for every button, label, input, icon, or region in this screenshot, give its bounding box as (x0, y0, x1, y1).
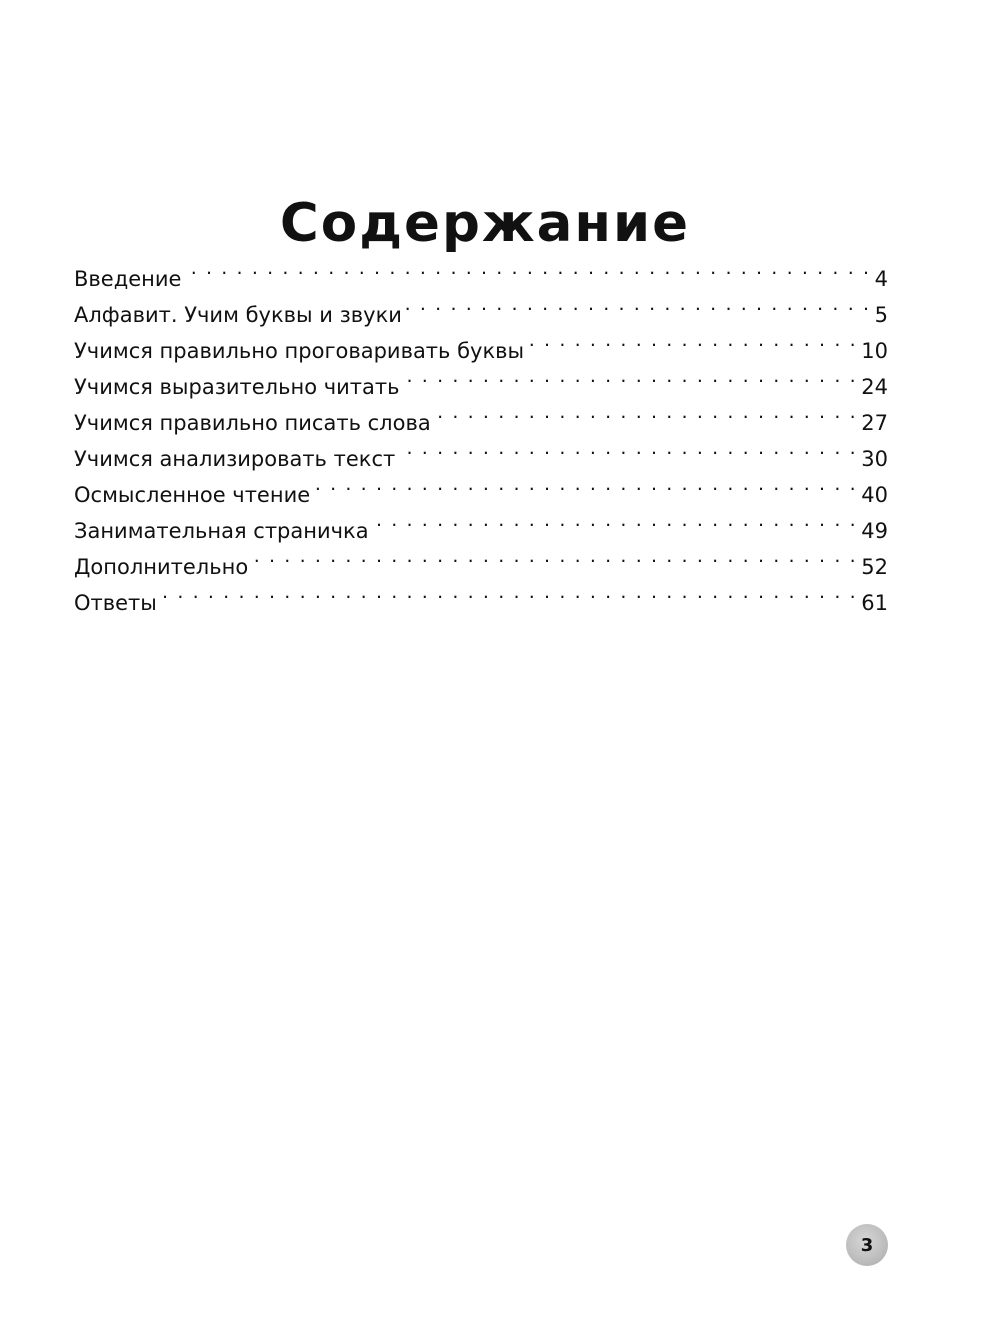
toc-entry-label: Занимательная страничка (74, 519, 369, 543)
dot-leader (404, 358, 858, 394)
toc-entry-page: 30 (861, 447, 888, 471)
dot-leader (406, 286, 871, 322)
toc-entry-label: Учимся правильно проговаривать буквы (74, 339, 525, 363)
page-title: Содержание (279, 192, 691, 254)
dot-leader (373, 502, 858, 538)
page-number: 3 (860, 1234, 874, 1256)
dot-leader (252, 538, 857, 574)
toc-entry-label: Введение (74, 267, 182, 291)
page-number-badge (846, 1224, 888, 1266)
toc-entry-page: 49 (861, 519, 888, 543)
dot-leader (185, 250, 870, 286)
toc-entry-label: Дополнительно (74, 555, 249, 579)
toc-entry-label: Осмысленное чтение (74, 483, 311, 507)
toc-entry-label: Учимся анализировать текст (74, 447, 396, 471)
toc-entry-label: Ответы (74, 591, 157, 615)
toc-entry-page: 4 (874, 267, 888, 291)
dot-leader (528, 322, 857, 358)
dot-leader (314, 466, 857, 502)
toc-entry-page: 52 (861, 555, 888, 579)
toc-entry-alphabet[interactable] (74, 286, 888, 327)
toc-entry-page: 24 (861, 375, 888, 399)
toc-entry-page: 5 (874, 303, 888, 327)
toc-entry-page: 27 (861, 411, 888, 435)
toc-entry-page: 40 (861, 483, 888, 507)
toc-entry-label: Алфавит. Учим буквы и звуки (74, 303, 402, 327)
toc-entry-page: 61 (861, 591, 888, 615)
table-of-contents (74, 250, 888, 615)
dot-leader (399, 430, 857, 466)
dot-leader (161, 574, 857, 610)
toc-entry-answers[interactable] (74, 574, 888, 615)
dot-leader (435, 394, 858, 430)
toc-entry-page: 10 (861, 339, 888, 363)
toc-entry-label: Учимся правильно писать слова (74, 411, 431, 435)
toc-entry-label: Учимся выразительно читать (74, 375, 400, 399)
toc-entry-introduction[interactable] (74, 250, 888, 291)
